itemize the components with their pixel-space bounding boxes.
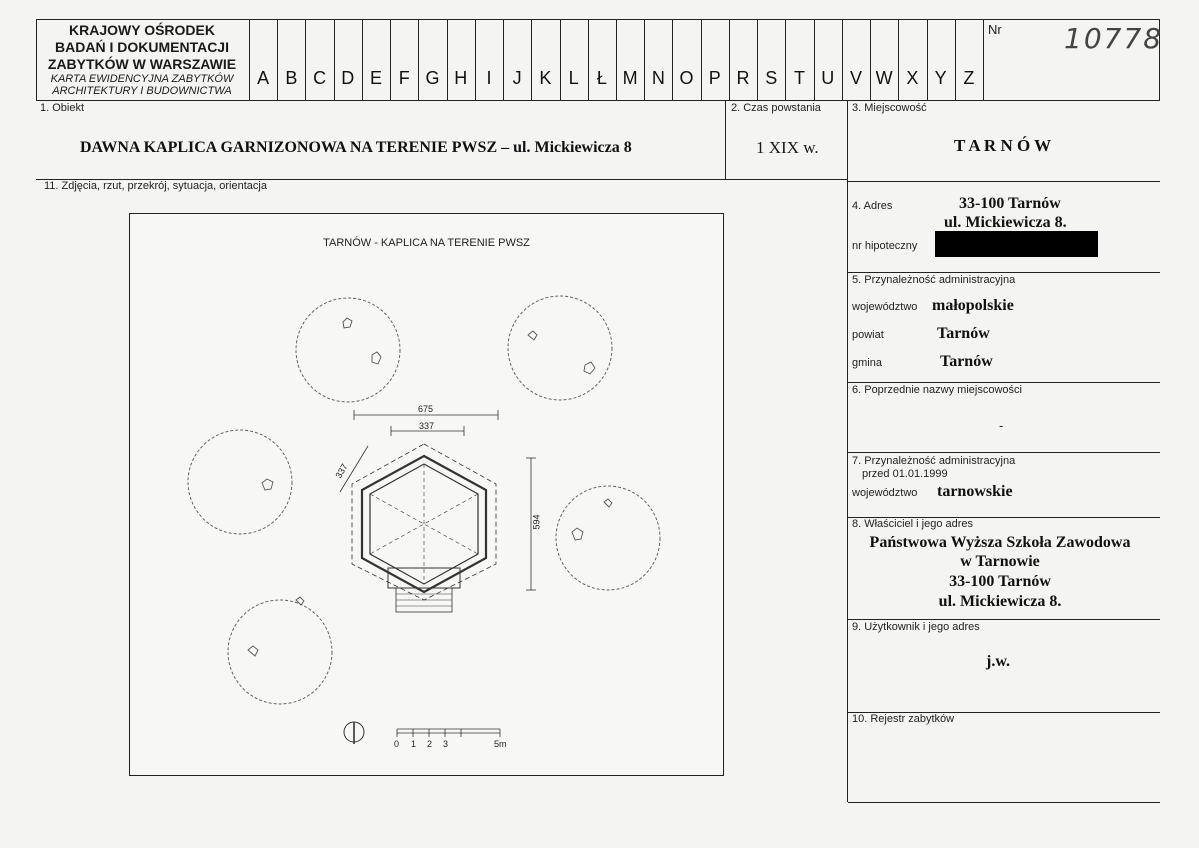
letter-box-3: D xyxy=(341,68,355,88)
wlasciciel-label: 8. Właściciel i jego adres xyxy=(852,518,974,530)
wlasciciel-line-2: w Tarnowie xyxy=(960,553,1040,570)
wojewodztwo-value: małopolskie xyxy=(932,297,1014,314)
section-line-6 xyxy=(848,382,1160,383)
uzytkownik-label: 9. Użytkownik i jego adres xyxy=(852,621,980,633)
przyn-przed-label: 7. Przynależność administracyjna xyxy=(852,455,1016,467)
powiat-value: Tarnów xyxy=(937,325,990,342)
przyn-przed-sub: przed 01.01.1999 xyxy=(862,468,948,480)
letter-box-1: B xyxy=(285,68,298,88)
letter-box-2: C xyxy=(313,68,327,88)
obiekt-value: DAWNA KAPLICA GARNIZONOWA NA TERENIE PWSZ – ul. Mickiewicza 8 xyxy=(80,139,632,156)
org-line-3: ZABYTKÓW W WARSZAWIE xyxy=(47,56,237,72)
dimension-337-top: 337 xyxy=(419,421,435,431)
letter-box-18: S xyxy=(765,68,778,88)
dimension-594: 594 xyxy=(531,514,542,530)
nr-value-handwritten: 10778 xyxy=(1064,22,1164,55)
section-line-bottom xyxy=(848,802,1160,803)
section-line-7 xyxy=(848,452,1160,453)
wojewodztwo-label: województwo xyxy=(852,301,918,313)
letter-box-5: F xyxy=(398,68,410,88)
letter-box-11: L xyxy=(568,68,579,88)
section-line-5 xyxy=(848,272,1160,273)
letter-box-8: I xyxy=(486,68,492,88)
nr-box-left-border xyxy=(983,19,984,101)
scale-label-3: 3 xyxy=(443,739,449,749)
obiekt-label: 1. Obiekt xyxy=(40,102,85,114)
scale-label-1: 1 xyxy=(411,739,417,749)
letter-box-12: Ł xyxy=(596,68,607,88)
gmina-value: Tarnów xyxy=(940,353,993,370)
adres-label: 4. Adres xyxy=(852,200,893,212)
czas-value: 1 XIX w. xyxy=(756,138,819,157)
plan-title: TARNÓW - KAPLICA NA TERENIE PWSZ xyxy=(323,237,530,249)
wlasciciel-line-3: 33-100 Tarnów xyxy=(949,573,1051,590)
letter-box-7: H xyxy=(454,68,468,88)
letter-box-13: M xyxy=(622,68,638,88)
adres-line-1: 33-100 Tarnów xyxy=(959,195,1061,212)
gmina-label: gmina xyxy=(852,357,882,369)
wojewodztwo2-label: województwo xyxy=(852,487,918,499)
letter-box-9: J xyxy=(512,68,522,88)
letter-box-14: N xyxy=(651,68,665,88)
letter-box-17: R xyxy=(736,68,750,88)
letter-box-25: Z xyxy=(963,68,975,88)
wlasciciel-line-4: ul. Mickiewicza 8. xyxy=(938,593,1062,610)
letter-box-4: E xyxy=(370,68,383,88)
letter-box-24: Y xyxy=(934,68,947,88)
plan-frame xyxy=(129,213,724,776)
organization-block xyxy=(36,22,248,97)
dimension-675: 675 xyxy=(418,404,434,414)
czas-divider xyxy=(725,100,726,180)
czas-label: 2. Czas powstania xyxy=(731,102,821,114)
scale-label-5m: 5m xyxy=(494,739,507,749)
org-line-2: BADAŃ I DOKUMENTACJI xyxy=(55,39,229,55)
adres-line-2: ul. Mickiewicza 8. xyxy=(944,214,1067,231)
letter-box-21: V xyxy=(849,68,862,88)
letter-box-20: U xyxy=(821,68,835,88)
letter-box-23: X xyxy=(906,68,919,88)
przynaleznosc-label: 5. Przynależność administracyjna xyxy=(852,274,1016,286)
row1-right-bottom-border xyxy=(848,181,1160,182)
wlasciciel-line-1: Państwowa Wyższa Szkoła Zawodowa xyxy=(869,534,1131,551)
nr-label: Nr xyxy=(988,22,1002,37)
miejscowosc-value: T A R N Ó W xyxy=(954,136,1052,155)
wojewodztwo2-value: tarnowskie xyxy=(937,483,1013,500)
org-line-1: KRAJOWY OŚRODEK xyxy=(69,22,215,38)
header-bottom-border xyxy=(36,100,1160,101)
scale-label-0: 0 xyxy=(394,739,400,749)
letter-box-10: K xyxy=(539,68,552,88)
uzytkownik-value: j.w. xyxy=(986,653,1010,670)
hipoteczny-label: nr hipoteczny xyxy=(852,240,918,252)
letter-box-22: W xyxy=(875,68,893,88)
poprzednie-label: 6. Poprzednie nazwy miejscowości xyxy=(852,384,1022,396)
top-border xyxy=(36,19,1160,20)
letter-box-0: A xyxy=(257,68,270,88)
letter-box-16: P xyxy=(708,68,721,88)
card-type-line-1: KARTA EWIDENCYJNA ZABYTKÓW xyxy=(50,73,234,85)
miejscowosc-label: 3. Miejscowość xyxy=(852,102,927,114)
card-type-line-2: ARCHITEKTURY I BUDOWNICTWA xyxy=(52,85,232,97)
letter-box-15: O xyxy=(679,68,694,88)
section-line-9 xyxy=(848,619,1160,620)
redacted-block xyxy=(935,231,1098,257)
zdjecia-label: 11. Zdjęcia, rzut, przekrój, sytuacja, orientacja xyxy=(44,180,267,192)
rejestr-label: 10. Rejestr zabytków xyxy=(852,713,955,725)
dimension-337-side: 337 xyxy=(333,461,350,481)
letter-box-19: T xyxy=(793,68,805,88)
right-column-divider xyxy=(847,100,848,802)
poprzednie-value: - xyxy=(999,418,1004,433)
scale-label-2: 2 xyxy=(427,739,433,749)
letter-box-6: G xyxy=(425,68,440,88)
powiat-label: powiat xyxy=(852,329,884,341)
